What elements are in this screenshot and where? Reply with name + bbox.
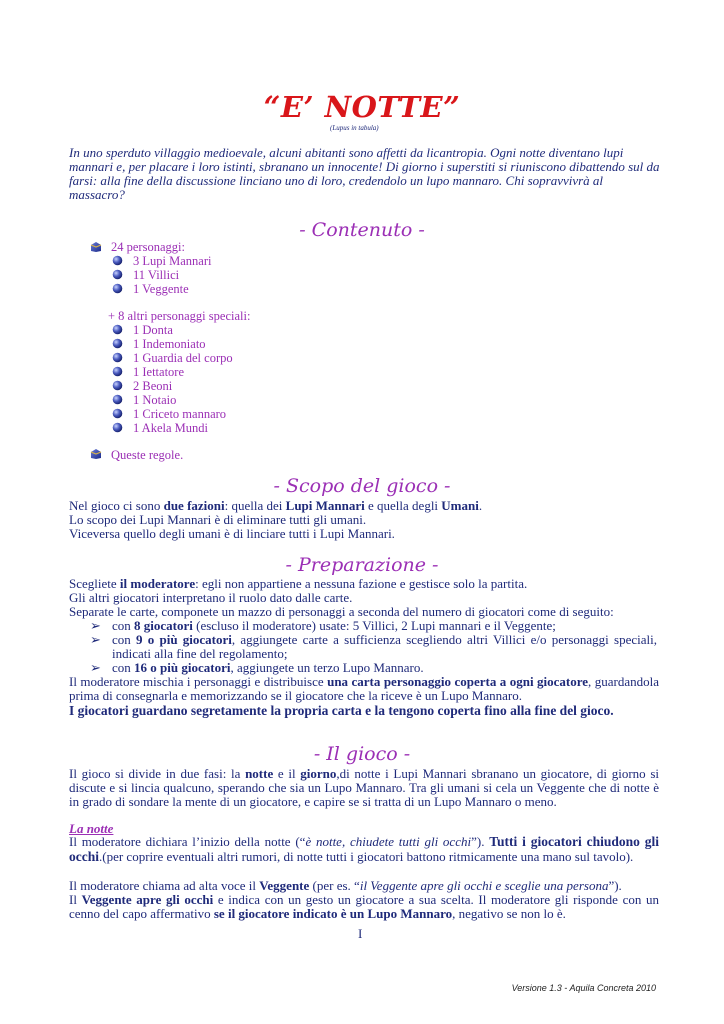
italic-span: il Veggente apre gli occhi e sceglie una persona [359, 878, 609, 893]
bold-span: 9 o più giocatori [136, 632, 232, 647]
text-span: con [112, 618, 135, 633]
contents-item-speciale: 1 Donta [133, 323, 173, 337]
gioco-paragraph [69, 767, 659, 809]
ball-bullet-icon [112, 324, 123, 335]
text-span: Scegliete [69, 576, 120, 591]
text-span: (escluso il moderatore) usate: 5 Villici, 2 Lupi mannari e il Veggente; [192, 618, 556, 633]
text-span: Il moderatore chiama ad alta voce il [69, 878, 260, 893]
text-span: .(per coprire eventuali altri rumori, di notte tutti i giocatori battono ritmicamente una mano sul tavolo). [99, 848, 634, 864]
bold-span: due fazioni [163, 498, 225, 513]
prep-line [69, 675, 659, 703]
contents-item-speciale: 1 Guardia del corpo [133, 351, 233, 365]
text-span: Il moderatore mischia i personaggi e distribuisce [69, 674, 328, 689]
text-span: ”). [608, 878, 622, 893]
bold-span: Veggente apre gli occhi [81, 892, 214, 907]
text-span: e quella degli [364, 498, 442, 513]
bold-span: 16 o più giocatori [134, 660, 231, 675]
text-span: ”). [471, 834, 490, 849]
notte-paragraph [69, 893, 659, 921]
contents-item-speciale: 1 Criceto mannaro [133, 407, 227, 421]
text-span: . [478, 498, 483, 513]
ball-bullet-icon [112, 408, 123, 419]
scopo-line [69, 499, 659, 513]
ball-bullet-icon [112, 338, 123, 349]
bold-span: Lupi Mannari [285, 498, 365, 513]
contents-item-speciale: 1 Indemoniato [133, 337, 206, 351]
text-span: Il moderatore dichiara l’inizio della notte (“ [69, 834, 306, 849]
text-span: , aggiungete carte a sufficienza scegliendo altri Villici e/o personaggi speciali, indicati alla fine del regolamento; [112, 632, 657, 661]
text-span: : egli non appartiene a nessuna fazione e gestisce solo la partita. [195, 576, 528, 591]
text-span: Il gioco si divide in due fasi: la [69, 766, 246, 781]
footer-version: Versione 1.3 - Aquila Concreta 2010 [511, 983, 656, 993]
bold-span: il moderatore [119, 576, 196, 591]
text-span: con [112, 660, 135, 675]
prep-line [69, 577, 659, 591]
arrow-bullet-icon: ➢ [90, 618, 101, 633]
ball-bullet-icon [112, 366, 123, 377]
italic-span: è notte, chiudete tutti gli occhi [305, 834, 472, 849]
document-subtitle: (Lupus in tabula) [330, 124, 379, 132]
section-heading-preparazione: - Preparazione - [285, 554, 439, 576]
notte-paragraph [69, 835, 659, 864]
text-span: e indica con un gesto un giocatore a sua scelta. Il moderatore gli risponde con un cenno del capo affermativo [69, 892, 659, 921]
contents-item-regole: Queste regole. [111, 448, 184, 462]
bold-span: Veggente [259, 878, 310, 893]
text-span: Nel gioco ci sono [69, 498, 164, 513]
prep-bullet [112, 661, 657, 675]
text-span: , negativo se non lo è. [452, 906, 566, 921]
text-span: , guardandola prima di consegnarla e memorizzando se il giocatore che la riceve è un Lupo Mannaro. [69, 674, 659, 703]
contents-speciali-label: + 8 altri personaggi speciali: [108, 309, 251, 323]
contents-item-personaggi: 24 personaggi: [111, 240, 185, 254]
contents-item-base: 3 Lupi Mannari [133, 254, 212, 268]
bold-span: 8 giocatori [134, 618, 193, 633]
section-heading-scopo: - Scopo del gioco - [273, 475, 451, 497]
ball-bullet-icon [112, 283, 123, 294]
text-span: (per es. “ [309, 878, 360, 893]
ball-bullet-icon [112, 255, 123, 266]
ball-bullet-icon [112, 422, 123, 433]
prep-line-bold: I giocatori guardano segretamente la propria carta e la tengono coperta fino alla fine del gioco. [69, 703, 614, 718]
subheading-la-notte: La notte [69, 821, 114, 836]
arrow-bullet-icon: ➢ [90, 660, 101, 675]
prep-bullet [112, 619, 657, 633]
bold-span: giorno [300, 766, 337, 781]
ball-bullet-icon [112, 394, 123, 405]
scopo-line: Viceversa quello degli umani è di linciare tutti i Lupi Mannari. [69, 526, 395, 541]
arrow-bullet-icon: ➢ [90, 632, 101, 647]
box-bullet-icon [90, 448, 102, 460]
page-number: I [358, 926, 363, 941]
ball-bullet-icon [112, 269, 123, 280]
intro-paragraph: In uno sperduto villaggio medioevale, alcuni abitanti sono affetti da licantropia. Ogni notte diventano lupi mannari e, per placare i loro istinti, sbranano un innocente! Di giorno i superstiti si riuniscono dibattendo sul da farsi: alla fine della discussione linciano uno di loro, credendolo un lupo mannaro. Chi sopravvivrà al massacro? [69, 145, 660, 202]
contents-item-speciale: 2 Beoni [133, 379, 173, 393]
text-span: con [112, 632, 137, 647]
bold-span: Tutti i giocatori chiudono gli occhi [69, 834, 659, 864]
prep-line: Separate le carte, componete un mazzo di personaggi a seconda del numero di giocatori come di seguito: [69, 604, 614, 619]
notte-paragraph [69, 879, 659, 893]
text-span: , aggiungete un terzo Lupo Mannaro. [230, 660, 424, 675]
ball-bullet-icon [112, 380, 123, 391]
section-heading-contenuto: - Contenuto - [299, 219, 425, 241]
ball-bullet-icon [112, 352, 123, 363]
text-span: : quella dei [224, 498, 286, 513]
contents-item-speciale: 1 Iettatore [133, 365, 185, 379]
bold-span: notte [245, 766, 274, 781]
text-span: ,di notte i Lupi Mannari sbranano un giocatore, di giorno si discute e si lincia qualcuno, sperando che sia un Lupo Mannaro. Tra gli umani si cela un Veggente che di notte è in grado di sondare la mente di un giocatore, e capire se si tratta di un Lupo Mannaro o meno. [69, 766, 659, 809]
bold-span: Umani [441, 498, 479, 513]
contents-item-base: 1 Veggente [133, 282, 189, 296]
text-span: e il [273, 766, 301, 781]
prep-line: Gli altri giocatori interpretano il ruolo dato dalle carte. [69, 590, 353, 605]
section-heading-gioco: - Il gioco - [313, 743, 411, 765]
box-bullet-icon [90, 241, 102, 253]
bold-span: se il giocatore indicato è un Lupo Mannaro [213, 906, 453, 921]
contents-item-speciale: 1 Notaio [133, 393, 177, 407]
text-span: Il [69, 892, 82, 907]
contents-item-base: 11 Villici [133, 268, 180, 282]
bold-span: una carta personaggio coperta a ogni giocatore [327, 674, 589, 689]
scopo-line: Lo scopo dei Lupi Mannari è di eliminare tutti gli umani. [69, 512, 367, 527]
document-title: “E’ NOTTE” [263, 90, 461, 124]
prep-bullet [112, 633, 657, 661]
contents-item-speciale: 1 Akela Mundi [133, 421, 208, 435]
